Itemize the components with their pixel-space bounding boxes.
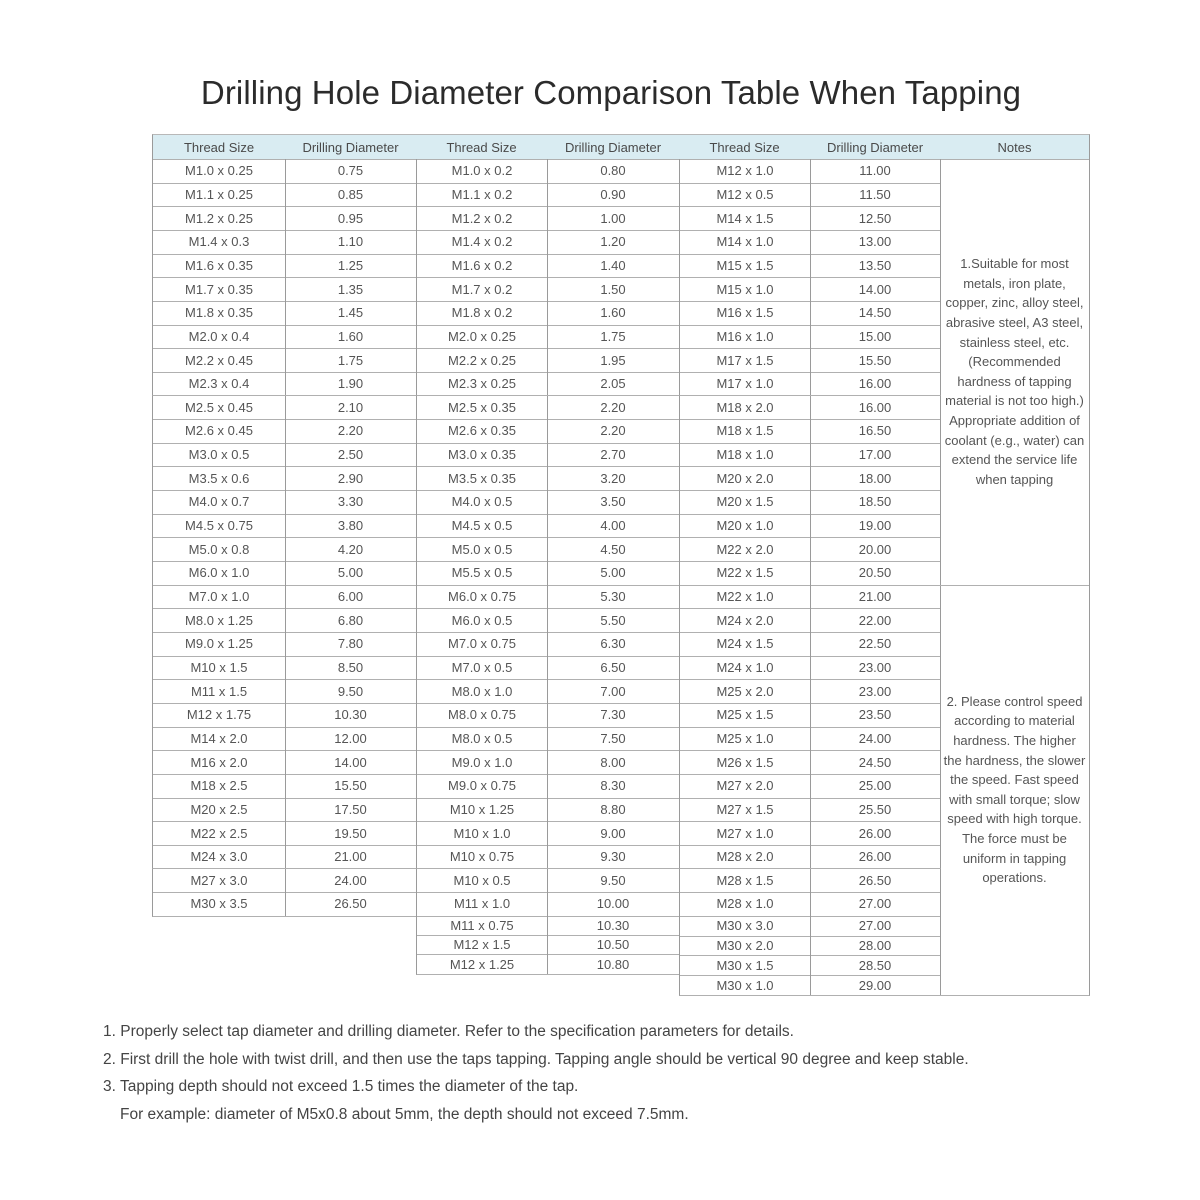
footnotes (103, 1018, 969, 1128)
thread-size-cell: M27 x 1.5 (679, 798, 811, 823)
thread-size-cell: M1.8 x 0.35 (152, 301, 286, 326)
drilling-diameter-cell: 26.00 (810, 821, 941, 846)
thread-size-cell: M14 x 1.5 (679, 206, 811, 231)
thread-size-cell: M7.0 x 0.5 (416, 656, 548, 681)
thread-size-cell: M1.0 x 0.25 (152, 159, 286, 184)
thread-size-cell: M24 x 1.5 (679, 632, 811, 657)
drilling-diameter-cell: 9.30 (547, 845, 680, 870)
drilling-diameter-cell: 9.00 (547, 821, 680, 846)
thread-size-cell: M10 x 1.0 (416, 821, 548, 846)
drilling-diameter-cell: 1.90 (285, 372, 417, 397)
thread-size-cell: M1.7 x 0.35 (152, 277, 286, 302)
drilling-diameter-cell: 2.10 (285, 396, 417, 421)
drilling-diameter-cell: 7.00 (547, 679, 680, 704)
drilling-diameter-cell: 1.25 (285, 254, 417, 279)
drilling-diameter-cell: 3.20 (547, 466, 680, 491)
drilling-diameter-cell: 21.00 (285, 845, 417, 870)
drilling-diameter-cell: 26.50 (285, 892, 417, 917)
thread-size-cell: M1.2 x 0.25 (152, 206, 286, 231)
thread-size-cell: M20 x 2.0 (679, 466, 811, 491)
drilling-diameter-cell: 26.00 (810, 845, 941, 870)
thread-size-cell: M7.0 x 0.75 (416, 632, 548, 657)
thread-size-cell: M18 x 2.5 (152, 774, 286, 799)
drilling-diameter-cell: 22.00 (810, 608, 941, 633)
header-drilling-diameter: Drilling Diameter (285, 134, 417, 160)
drilling-diameter-cell: 27.00 (810, 892, 941, 917)
drilling-diameter-cell: 15.50 (285, 774, 417, 799)
drilling-diameter-cell: 5.50 (547, 608, 680, 633)
drilling-diameter-cell: 10.30 (547, 916, 680, 936)
drilling-diameter-cell: 19.00 (810, 514, 941, 539)
drilling-diameter-cell: 4.20 (285, 537, 417, 562)
drilling-diameter-cell: 2.50 (285, 443, 417, 468)
thread-size-cell: M18 x 1.5 (679, 419, 811, 444)
drilling-diameter-cell: 0.75 (285, 159, 417, 184)
thread-size-cell: M3.5 x 0.6 (152, 466, 286, 491)
thread-size-cell: M1.4 x 0.2 (416, 230, 548, 255)
header-thread-size: Thread Size (152, 134, 286, 160)
drilling-diameter-cell: 8.00 (547, 750, 680, 775)
drilling-diameter-cell: 10.00 (547, 892, 680, 917)
thread-size-cell: M24 x 2.0 (679, 608, 811, 633)
thread-size-cell: M8.0 x 1.25 (152, 608, 286, 633)
drilling-diameter-cell: 1.60 (547, 301, 680, 326)
drilling-diameter-cell: 22.50 (810, 632, 941, 657)
thread-size-cell: M22 x 2.0 (679, 537, 811, 562)
drilling-diameter-cell: 16.00 (810, 372, 941, 397)
drilling-diameter-cell: 6.00 (285, 585, 417, 610)
drilling-diameter-cell: 2.20 (547, 419, 680, 444)
drilling-diameter-cell: 23.00 (810, 656, 941, 681)
drilling-diameter-cell: 8.50 (285, 656, 417, 681)
footnote-1: 1. Properly select tap diameter and drilling diameter. Refer to the specification parameters for details. (103, 1023, 794, 1040)
thread-size-cell: M1.1 x 0.2 (416, 183, 548, 208)
drilling-diameter-cell: 10.50 (547, 935, 680, 955)
thread-size-cell: M25 x 1.0 (679, 727, 811, 752)
drilling-diameter-cell: 5.00 (285, 561, 417, 586)
thread-size-cell: M15 x 1.5 (679, 254, 811, 279)
drilling-diameter-cell: 19.50 (285, 821, 417, 846)
thread-size-cell: M12 x 1.5 (416, 935, 548, 955)
thread-size-cell: M12 x 1.0 (679, 159, 811, 184)
drilling-diameter-cell: 9.50 (547, 869, 680, 894)
drilling-diameter-cell: 2.90 (285, 466, 417, 491)
thread-size-cell: M4.5 x 0.75 (152, 514, 286, 539)
thread-size-cell: M3.0 x 0.5 (152, 443, 286, 468)
thread-size-cell: M30 x 1.0 (679, 975, 811, 996)
drilling-diameter-cell: 1.95 (547, 348, 680, 373)
footnote-2: 2. First drill the hole with twist drill, and then use the taps tapping. Tapping angle should be vertical 90 degree and keep stable. (103, 1050, 969, 1068)
drilling-diameter-cell: 1.20 (547, 230, 680, 255)
drilling-diameter-cell: 25.00 (810, 774, 941, 799)
notes-cell-2: 2. Please control speed according to material hardness. The higher the hardness, the slower the speed. Fast speed with small torque; slow speed with high torque. The force must be uniform in tapping operations. (940, 585, 1090, 996)
drilling-diameter-cell: 27.00 (810, 916, 941, 937)
thread-size-cell: M10 x 0.5 (416, 869, 548, 894)
thread-size-cell: M27 x 1.0 (679, 821, 811, 846)
thread-size-cell: M9.0 x 1.0 (416, 750, 548, 775)
drilling-diameter-cell: 14.50 (810, 301, 941, 326)
drilling-diameter-cell: 2.20 (285, 419, 417, 444)
thread-size-cell: M8.0 x 0.5 (416, 727, 548, 752)
thread-size-cell: M8.0 x 1.0 (416, 679, 548, 704)
thread-size-cell: M15 x 1.0 (679, 277, 811, 302)
thread-size-cell: M1.7 x 0.2 (416, 277, 548, 302)
thread-size-cell: M26 x 1.5 (679, 750, 811, 775)
thread-size-cell: M5.0 x 0.5 (416, 537, 548, 562)
drilling-diameter-cell: 10.30 (285, 703, 417, 728)
drilling-diameter-cell: 23.50 (810, 703, 941, 728)
thread-size-cell: M18 x 1.0 (679, 443, 811, 468)
thread-size-cell: M1.6 x 0.35 (152, 254, 286, 279)
thread-size-cell: M24 x 3.0 (152, 845, 286, 870)
drilling-diameter-cell: 1.75 (547, 325, 680, 350)
thread-size-cell: M25 x 2.0 (679, 679, 811, 704)
thread-size-cell: M2.5 x 0.35 (416, 396, 548, 421)
drilling-diameter-cell: 0.80 (547, 159, 680, 184)
drilling-diameter-cell: 26.50 (810, 869, 941, 894)
thread-size-cell: M1.4 x 0.3 (152, 230, 286, 255)
header-thread-size: Thread Size (416, 134, 548, 160)
thread-size-cell: M18 x 2.0 (679, 396, 811, 421)
thread-size-cell: M16 x 2.0 (152, 750, 286, 775)
drilling-diameter-cell: 1.75 (285, 348, 417, 373)
drilling-diameter-cell: 15.50 (810, 348, 941, 373)
drilling-diameter-cell: 7.80 (285, 632, 417, 657)
drilling-diameter-cell: 9.50 (285, 679, 417, 704)
drilling-diameter-cell: 20.00 (810, 537, 941, 562)
thread-size-cell: M10 x 1.5 (152, 656, 286, 681)
drilling-diameter-cell: 1.35 (285, 277, 417, 302)
thread-size-cell: M4.5 x 0.5 (416, 514, 548, 539)
thread-size-cell: M27 x 2.0 (679, 774, 811, 799)
thread-size-cell: M2.6 x 0.45 (152, 419, 286, 444)
thread-size-cell: M30 x 3.5 (152, 892, 286, 917)
thread-size-cell: M3.5 x 0.35 (416, 466, 548, 491)
drilling-diameter-cell: 11.50 (810, 183, 941, 208)
drilling-diameter-cell: 2.70 (547, 443, 680, 468)
thread-size-cell: M11 x 1.0 (416, 892, 548, 917)
thread-size-cell: M14 x 2.0 (152, 727, 286, 752)
thread-size-cell: M9.0 x 0.75 (416, 774, 548, 799)
thread-size-cell: M10 x 1.25 (416, 798, 548, 823)
drilling-diameter-cell: 24.00 (810, 727, 941, 752)
drilling-diameter-cell: 20.50 (810, 561, 941, 586)
thread-size-cell: M6.0 x 0.75 (416, 585, 548, 610)
header-notes: Notes (940, 134, 1090, 160)
drilling-diameter-cell: 7.30 (547, 703, 680, 728)
drilling-diameter-cell: 4.50 (547, 537, 680, 562)
thread-size-cell: M1.6 x 0.2 (416, 254, 548, 279)
thread-size-cell: M3.0 x 0.35 (416, 443, 548, 468)
drilling-diameter-cell: 2.20 (547, 396, 680, 421)
thread-size-cell: M16 x 1.0 (679, 325, 811, 350)
thread-size-cell: M22 x 1.5 (679, 561, 811, 586)
thread-size-cell: M2.6 x 0.35 (416, 419, 548, 444)
footnote-3: 3. Tapping depth should not exceed 1.5 times the diameter of the tap. (103, 1078, 579, 1096)
drilling-diameter-cell: 10.80 (547, 954, 680, 974)
thread-size-cell: M16 x 1.5 (679, 301, 811, 326)
drilling-diameter-cell: 28.00 (810, 936, 941, 957)
drilling-diameter-cell: 25.50 (810, 798, 941, 823)
notes-cell-1: 1.Suitable for most metals, iron plate, copper, zinc, alloy steel, abrasive steel, A3 steel, stainless steel, etc. (Recommended hardness of tapping material is not too high.) Appropriate addition of coolant (e.g., water) can extend the service life when tapping (940, 159, 1090, 586)
thread-size-cell: M20 x 1.5 (679, 490, 811, 515)
thread-size-cell: M8.0 x 0.75 (416, 703, 548, 728)
thread-size-cell: M2.2 x 0.25 (416, 348, 548, 373)
drilling-diameter-cell: 11.00 (810, 159, 941, 184)
drilling-diameter-cell: 13.50 (810, 254, 941, 279)
drilling-diameter-cell: 21.00 (810, 585, 941, 610)
thread-size-cell: M24 x 1.0 (679, 656, 811, 681)
drilling-diameter-cell: 0.90 (547, 183, 680, 208)
thread-size-cell: M27 x 3.0 (152, 869, 286, 894)
thread-size-cell: M20 x 1.0 (679, 514, 811, 539)
thread-size-cell: M30 x 1.5 (679, 955, 811, 976)
drilling-diameter-cell: 12.50 (810, 206, 941, 231)
thread-size-cell: M2.2 x 0.45 (152, 348, 286, 373)
drilling-diameter-cell: 3.30 (285, 490, 417, 515)
header-drilling-diameter: Drilling Diameter (810, 134, 941, 160)
drilling-diameter-cell: 24.00 (285, 869, 417, 894)
thread-size-cell: M6.0 x 0.5 (416, 608, 548, 633)
thread-size-cell: M1.8 x 0.2 (416, 301, 548, 326)
thread-size-cell: M4.0 x 0.7 (152, 490, 286, 515)
drilling-diameter-cell: 28.50 (810, 955, 941, 976)
drilling-diameter-cell: 5.00 (547, 561, 680, 586)
thread-size-cell: M17 x 1.0 (679, 372, 811, 397)
drilling-diameter-cell: 4.00 (547, 514, 680, 539)
drilling-diameter-cell: 1.10 (285, 230, 417, 255)
drilling-diameter-cell: 14.00 (810, 277, 941, 302)
drilling-diameter-cell: 17.50 (285, 798, 417, 823)
drilling-diameter-cell: 7.50 (547, 727, 680, 752)
thread-size-cell: M5.0 x 0.8 (152, 537, 286, 562)
thread-size-cell: M11 x 1.5 (152, 679, 286, 704)
drilling-diameter-cell: 17.00 (810, 443, 941, 468)
drilling-diameter-cell: 29.00 (810, 975, 941, 996)
drilling-diameter-cell: 12.00 (285, 727, 417, 752)
drilling-diameter-cell: 6.50 (547, 656, 680, 681)
thread-size-cell: M22 x 1.0 (679, 585, 811, 610)
thread-size-cell: M17 x 1.5 (679, 348, 811, 373)
drilling-diameter-cell: 18.50 (810, 490, 941, 515)
thread-size-cell: M20 x 2.5 (152, 798, 286, 823)
drilling-diameter-cell: 1.45 (285, 301, 417, 326)
thread-size-cell: M9.0 x 1.25 (152, 632, 286, 657)
thread-size-cell: M2.3 x 0.4 (152, 372, 286, 397)
drilling-diameter-cell: 1.60 (285, 325, 417, 350)
thread-size-cell: M2.3 x 0.25 (416, 372, 548, 397)
drilling-diameter-cell: 0.95 (285, 206, 417, 231)
thread-size-cell: M1.1 x 0.25 (152, 183, 286, 208)
thread-size-cell: M25 x 1.5 (679, 703, 811, 728)
drilling-diameter-cell: 3.80 (285, 514, 417, 539)
drilling-diameter-cell: 8.30 (547, 774, 680, 799)
thread-size-cell: M12 x 1.75 (152, 703, 286, 728)
header-thread-size: Thread Size (679, 134, 811, 160)
thread-size-cell: M28 x 1.0 (679, 892, 811, 917)
drilling-diameter-cell: 2.05 (547, 372, 680, 397)
thread-size-cell: M30 x 2.0 (679, 936, 811, 957)
thread-size-cell: M6.0 x 1.0 (152, 561, 286, 586)
thread-size-cell: M5.5 x 0.5 (416, 561, 548, 586)
drilling-diameter-cell: 23.00 (810, 679, 941, 704)
drilling-diameter-cell: 5.30 (547, 585, 680, 610)
drilling-diameter-cell: 6.30 (547, 632, 680, 657)
thread-size-cell: M30 x 3.0 (679, 916, 811, 937)
drilling-diameter-cell: 1.50 (547, 277, 680, 302)
thread-size-cell: M28 x 2.0 (679, 845, 811, 870)
drilling-diameter-cell: 1.00 (547, 206, 680, 231)
thread-size-cell: M11 x 0.75 (416, 916, 548, 936)
thread-size-cell: M14 x 1.0 (679, 230, 811, 255)
thread-size-cell: M2.0 x 0.4 (152, 325, 286, 350)
thread-size-cell: M1.2 x 0.2 (416, 206, 548, 231)
drilling-diameter-cell: 13.00 (810, 230, 941, 255)
footnote-example: For example: diameter of M5x0.8 about 5mm, the depth should not exceed 7.5mm. (120, 1105, 689, 1123)
thread-size-cell: M7.0 x 1.0 (152, 585, 286, 610)
thread-size-cell: M2.5 x 0.45 (152, 396, 286, 421)
thread-size-cell: M22 x 2.5 (152, 821, 286, 846)
drilling-diameter-cell: 1.40 (547, 254, 680, 279)
drilling-diameter-cell: 18.00 (810, 466, 941, 491)
drilling-diameter-cell: 8.80 (547, 798, 680, 823)
drilling-diameter-cell: 0.85 (285, 183, 417, 208)
thread-size-cell: M28 x 1.5 (679, 869, 811, 894)
thread-size-cell: M4.0 x 0.5 (416, 490, 548, 515)
thread-size-cell: M12 x 1.25 (416, 954, 548, 974)
thread-size-cell: M10 x 0.75 (416, 845, 548, 870)
thread-size-cell: M1.0 x 0.2 (416, 159, 548, 184)
drilling-diameter-cell: 3.50 (547, 490, 680, 515)
thread-size-cell: M2.0 x 0.25 (416, 325, 548, 350)
drilling-diameter-cell: 6.80 (285, 608, 417, 633)
drilling-diameter-cell: 16.50 (810, 419, 941, 444)
drilling-diameter-cell: 24.50 (810, 750, 941, 775)
drilling-diameter-cell: 15.00 (810, 325, 941, 350)
drilling-diameter-cell: 16.00 (810, 396, 941, 421)
header-drilling-diameter: Drilling Diameter (547, 134, 680, 160)
page-title: Drilling Hole Diameter Comparison Table When Tapping (200, 74, 1022, 111)
thread-size-cell: M12 x 0.5 (679, 183, 811, 208)
drilling-diameter-cell: 14.00 (285, 750, 417, 775)
